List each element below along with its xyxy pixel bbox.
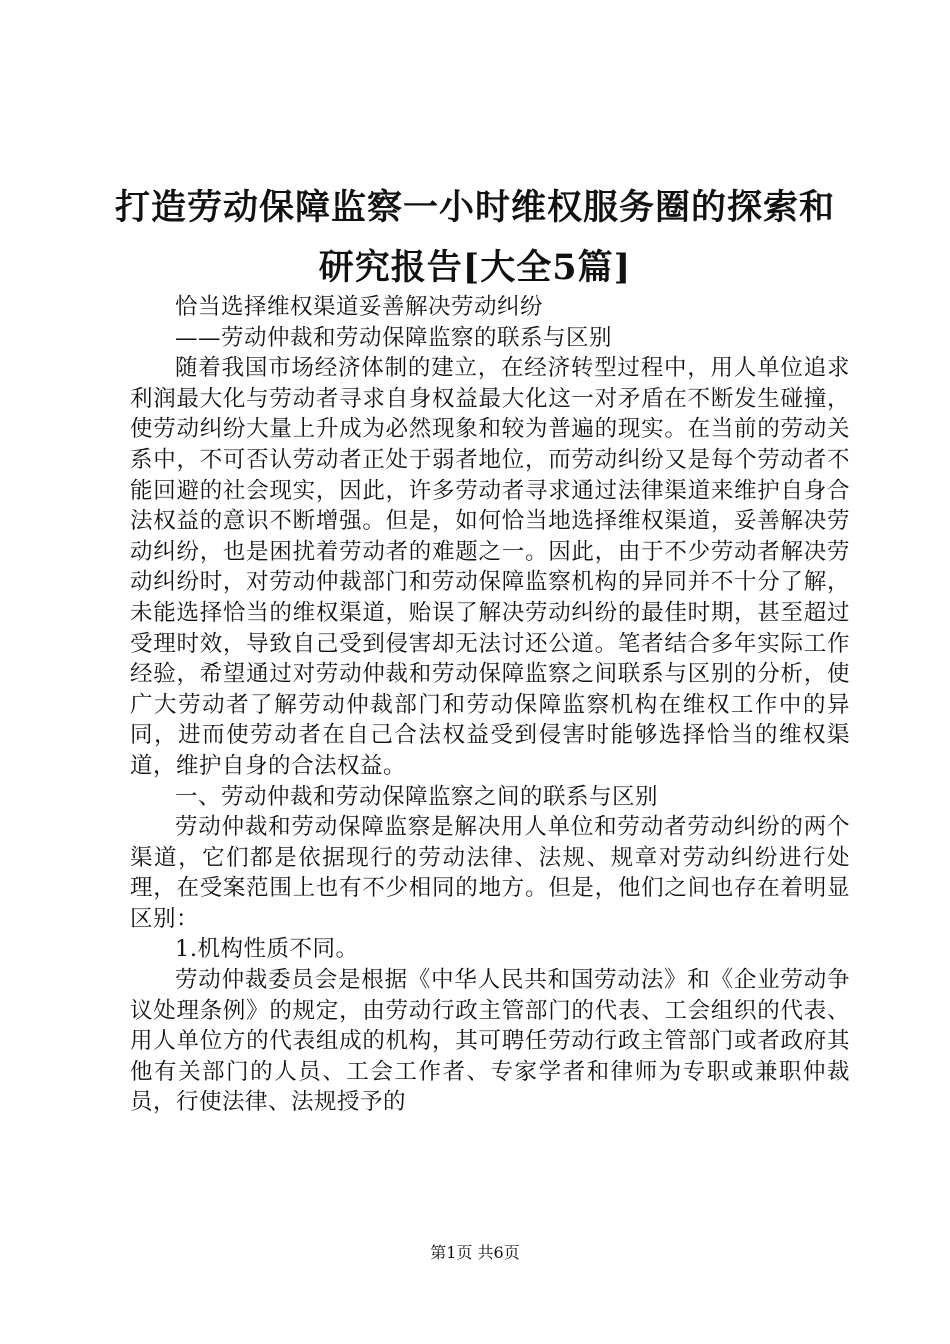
subtitle-paragraph: 恰当选择维权渠道妥善解决劳动纠纷: [175, 294, 544, 320]
body-paragraph: 劳动仲裁和劳动保障监察是解决用人单位和劳动者劳动纠纷的两个渠道，它们都是依据现行的劳动法律、法规、规章对劳动纠纷进行处理，在受案范围上也有不少相同的地方。但是，他们之间也存在着明显区别：: [130, 814, 850, 932]
document-title-line-1: 打造劳动保障监察一小时维权服务圈的探索和: [114, 187, 835, 228]
list-item-heading: 1.机构性质不同。: [175, 936, 359, 963]
body-paragraph: 劳动仲裁委员会是根据《中华人民共和国劳动法》和《企业劳动争议处理条例》的规定，由劳动行政主管部门的代表、工会组织的代表、用人单位方的代表组成的机构，其可聘任劳动行政主管部门或者政府其他有关部门的人员、工会工作者、专家学者和律师为专职或兼职仲裁员，行使法律、法规授予的: [130, 967, 850, 1116]
page-footer: 第1页 共6页: [430, 1243, 520, 1262]
document-body: [130, 292, 850, 1118]
document-title-line-2: 研究报告[大全5篇]: [318, 247, 632, 288]
body-paragraph: 随着我国市场经济体制的建立，在经济转型过程中，用人单位追求利润最大化与劳动者寻求自身权益最大化这一对矛盾在不断发生碰撞，使劳动纠纷大量上升成为必然现象和较为普遍的现实。在当前的劳动关系中，不可否认劳动者正处于弱者地位，而劳动纠纷又是每个劳动者不能回避的社会现实，因此，许多劳动者寻求通过法律渠道来维护自身合法权益的意识不断增强。但是，如何恰当地选择维权渠道，妥善解决劳动纠纷，也是困扰着劳动者的难题之一。因此，由于不少劳动者解决劳动纠纷时，对劳动仲裁部门和劳动保障监察机构的异同并不十分了解，未能选择恰当的维权渠道，贻误了解决劳动纠纷的最佳时期，甚至超过受理时效，导致自己受到侵害却无法讨还公道。笔者结合多年实际工作经验，希望通过对劳动仲裁和劳动保障监察之间联系与区别的分析，使广大劳动者了解劳动仲裁部门和劳动保障监察机构在维权工作中的异同，进而使劳动者在自己合法权益受到侵害时能够选择恰当的维权渠道，维护自身的合法权益。: [130, 355, 850, 779]
subtitle-dash-paragraph: ——劳动仲裁和劳动保障监察的联系与区别: [175, 324, 613, 351]
section-heading: 一、劳动仲裁和劳动保障监察之间的联系与区别: [175, 783, 659, 810]
